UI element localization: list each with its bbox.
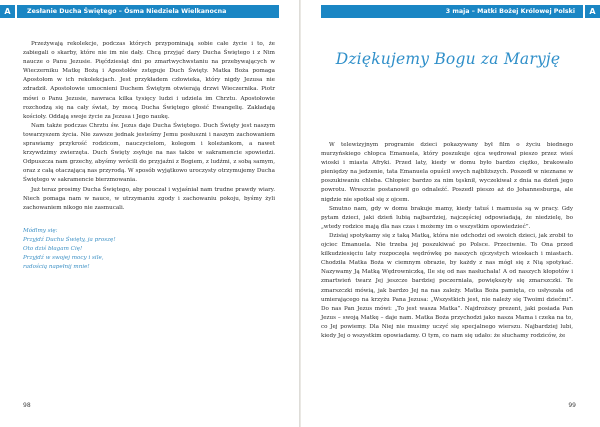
prayer-block [23, 227, 275, 272]
page-number-left: 98 [23, 402, 31, 409]
left-paragraph: Nam także podczas Chrztu św. Jezus daje Ducha Świętego. Duch Święty jest naszym towarzyszem życia. Nie zawsze jednak jesteśmy Jemu posłuszni i naszym zachowaniem sprawiamy przykrość rodzicom, nauczycielom, kolegom i koleżankom, a nawet krzywdzimy zwierzęta. Duch Święty zsyłuje na nas także w sakramencie spowiedzi. Odpuszcza nam grzechy, abyśmy wrócili do przyjaźni z Bogiem, z ludźmi, z sobą samym, oraz z całą otaczającą nas przyrodą. W sposób wyjątkowo uroczysty otrzymujemy Ducha Świętego w sakramencie bierzmowania. [23, 122, 275, 184]
section-tab-right: A [585, 5, 600, 18]
right-paragraph: Smutno nam, gdy w domu brakuje mamy, kiedy tatuś i mamusia są w pracy. Gdy pytam dzieci, jaki dzień lubią najbardziej, najczęściej odpowiadają, że niedzielę, bo „wtedy rodzice mają dla nas czas i możemy im o wszystkim opowiedzieć”. [321, 205, 573, 230]
section-tab-left: A [0, 5, 15, 18]
prayer-line: Módlmy się: [23, 227, 58, 234]
prayer-line: Oto dziś błagam Cię! [23, 245, 83, 252]
right-body [321, 141, 573, 341]
left-paragraph: Już teraz prosimy Ducha Świętego, aby pouczał i wyjaśniał nam trudne prawdy wiary. Niech pomaga nam w nauce, w utrzymaniu zgody i zachowaniu pokoju, byśmy żyli zachowaniem nikogo nie zasmucali. [23, 186, 275, 211]
chapter-title: Dziękujemy Bogu za Maryję [335, 50, 561, 68]
left-page [0, 0, 299, 427]
prayer-line: radością napełnij mnie! [23, 264, 90, 271]
page-number-right: 99 [568, 402, 576, 409]
prayer-line: Przyjdź Duchu Święty, ja proszę! [23, 236, 116, 243]
prayer-line: Przyjdź w swojej mocy i sile, [23, 255, 104, 262]
right-paragraph: Dzisiaj spotykamy się z taką Matką, która nie odchodzi od swoich dzieci, jak zrobił to ojciec Emanuela. Nie trzeba jej poszukiwać po Polsce. Przeciwnie. To Ona przed kilkudziesięciu laty rozpoczęła wędrówkę po naszych ojczystych wioskach i miastach. Chodziła Matka Boża w ciemnym obrazie, by każdy z nas mógł się z Nią spotykać. Nazywamy Ją Matką Wędrowniczką, Ile się od nas nasłuchała! A od naszych kłopotów i zmartwień twarz Jej jeszcze bardziej poczerniała, powiększyły się zmarszczki. Te zmarszczki mówią, jak bardzo Jej na nas zależy. Matka Boża pamięta, co usłyszała od umierającego na krzyżu Pana Jezusa: „Wszystkich jest, nie należy się Twoimi dziećmi”. Do nas Pan Jezus mówi: „To jest wasza Matka”. Najdroższy prezent, jaki posiada Pan Jezus – swoją Matkę – daje nam. Matka Boża przychodzi jako nasza Mama i czeka na to, co Jej powiemy. Dla Niej nie musimy uczyć się specjalnego wierszu. Najbardziej lubi, kiedy Jej o wszystkim opowiadamy. O tym, co nam się udało: że słuchamy rodziców, że [321, 232, 573, 339]
left-running-header [0, 5, 299, 18]
left-body [23, 40, 275, 272]
right-header-title: 3 maja – Matki Bożej Królowej Polski [321, 5, 583, 18]
right-page [301, 0, 600, 427]
left-header-title: Zesłanie Ducha Świętego – Ósma Niedziela Wielkanocna [17, 5, 279, 18]
right-paragraph: W telewizyjnym programie dzieci pokazywany był film o życiu biednego murzyńskiego chłopca Emanuela, który poszukuje ojca wędrował pieszo przez wieś wioski i miasta Afryki. Przed laty, kiedy w domu było bardzo ciężko, brakowało pieniędzy na jedzenie, tata Emanuela opuścił swych najbliższych. Poszedł w nieznane w poszukiwaniu chleba. Chłopiec bardzo za nim tęsknił, wyczekiwał z dnia na dzień jego powrotu. Wreszcie postanowił go odnaleźć. Poszedł pieszo aż do Johannesburga, ale nigdzie nie spotkał się z ojcem. [321, 142, 573, 203]
right-running-header [301, 5, 600, 18]
left-paragraph: Przeżywają rekolekcje, podczas których przypominają sobie całe życie i to, że zabiegali o skarby, które nie im nie dały. Chcą przyjąć dary Ducha Świętego i z Nim naucze o Panu Jezusie. Pięćdziesiąt dni po zmartwychwstaniu na przebywających w Wieczerniku Matkę Bożą i Apostołów zstępuje Duch Święty. Matka Boża pomaga Apostołom w ich rekolekcjach. Jest przykładem człowieka, który nigdy Jezusa nie zdradził. Apostołowie umocnieni Duchem Świętym otwierają drzwi Wieczernika. Piotr mówi o Panu Jezusie, nawraca kilka tysięcy ludzi i udziela im Chrztu. Apostołowie rozchodzą się na cały świat, by mocą Ducha Świętego głosić Ewangelię. Zakładają kościoły. Oddają swoje życie za Jezusa i Jego naukę. [23, 41, 275, 120]
